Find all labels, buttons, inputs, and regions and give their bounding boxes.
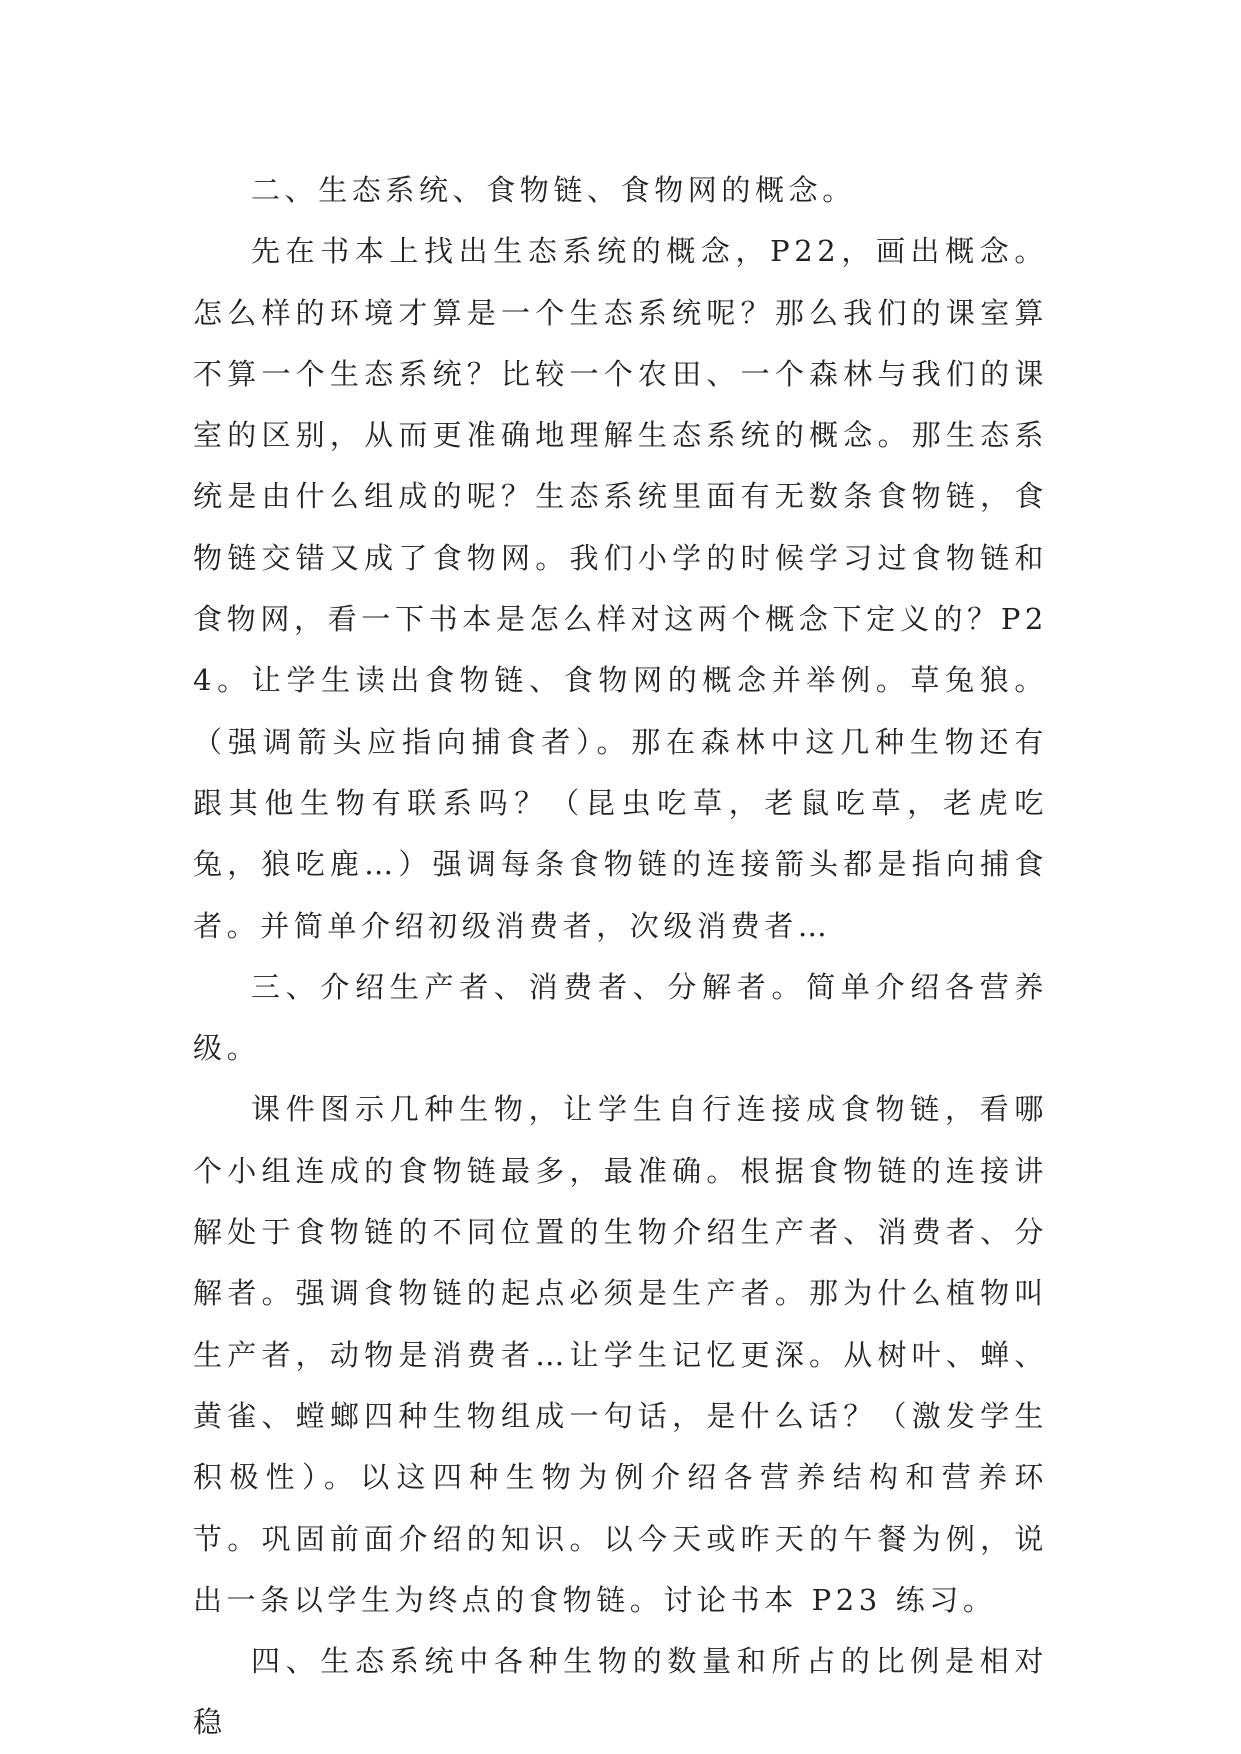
ecosystem-concept-paragraph: 先在书本上找出生态系统的概念，P22，画出概念。怎么样的环境才算是一个生态系统呢？那么我们的课室算不算一个生态系统？比较一个农田、一个森林与我们的课室的区别，从而更准确地理解生态系统的概念。那生态系统是由什么组成的呢？生态系统里面有无数条食物链，食物链交错又成了食物网。我们小学的时候学习过食物链和食物网，看一下书本是怎么样对这两个概念下定义的？P24。让学生读出食物链、食物网的概念并举例。草兔狼。（强调箭头应指向捕食者）。那在森林中这几种生物还有跟其他生物有联系吗？（昆虫吃草，老鼠吃草，老虎吃兔，狼吃鹿…）强调每条食物链的连接箭头都是指向捕食者。并简单介绍初级消费者，次级消费者… [193, 234, 1048, 943]
section-four-heading: 四、生态系统中各种生物的数量和所占的比例是相对稳 [193, 1644, 1048, 1740]
document-body [193, 160, 1048, 1754]
section-two-heading: 二、生态系统、食物链、食物网的概念。 [251, 173, 856, 207]
food-chain-activity-paragraph: 课件图示几种生物，让学生自行连接成食物链，看哪个小组连成的食物链最多，最准确。根据食物链的连接讲解处于食物链的不同位置的生物介绍生产者、消费者、分解者。强调食物链的起点必须是生产者。那为什么植物叫生产者，动物是消费者…让学生记忆更深。从树叶、蝉、黄雀、螳螂四种生物组成一句话，是什么话？（激发学生积极性）。以这四种生物为例介绍各营养结构和营养环节。巩固前面介绍的知识。以今天或昨天的午餐为例，说出一条以学生为终点的食物链。讨论书本 P23 练习。 [193, 1092, 1048, 1617]
section-three-heading: 三、介绍生产者、消费者、分解者。简单介绍各营养级。 [193, 969, 1048, 1066]
